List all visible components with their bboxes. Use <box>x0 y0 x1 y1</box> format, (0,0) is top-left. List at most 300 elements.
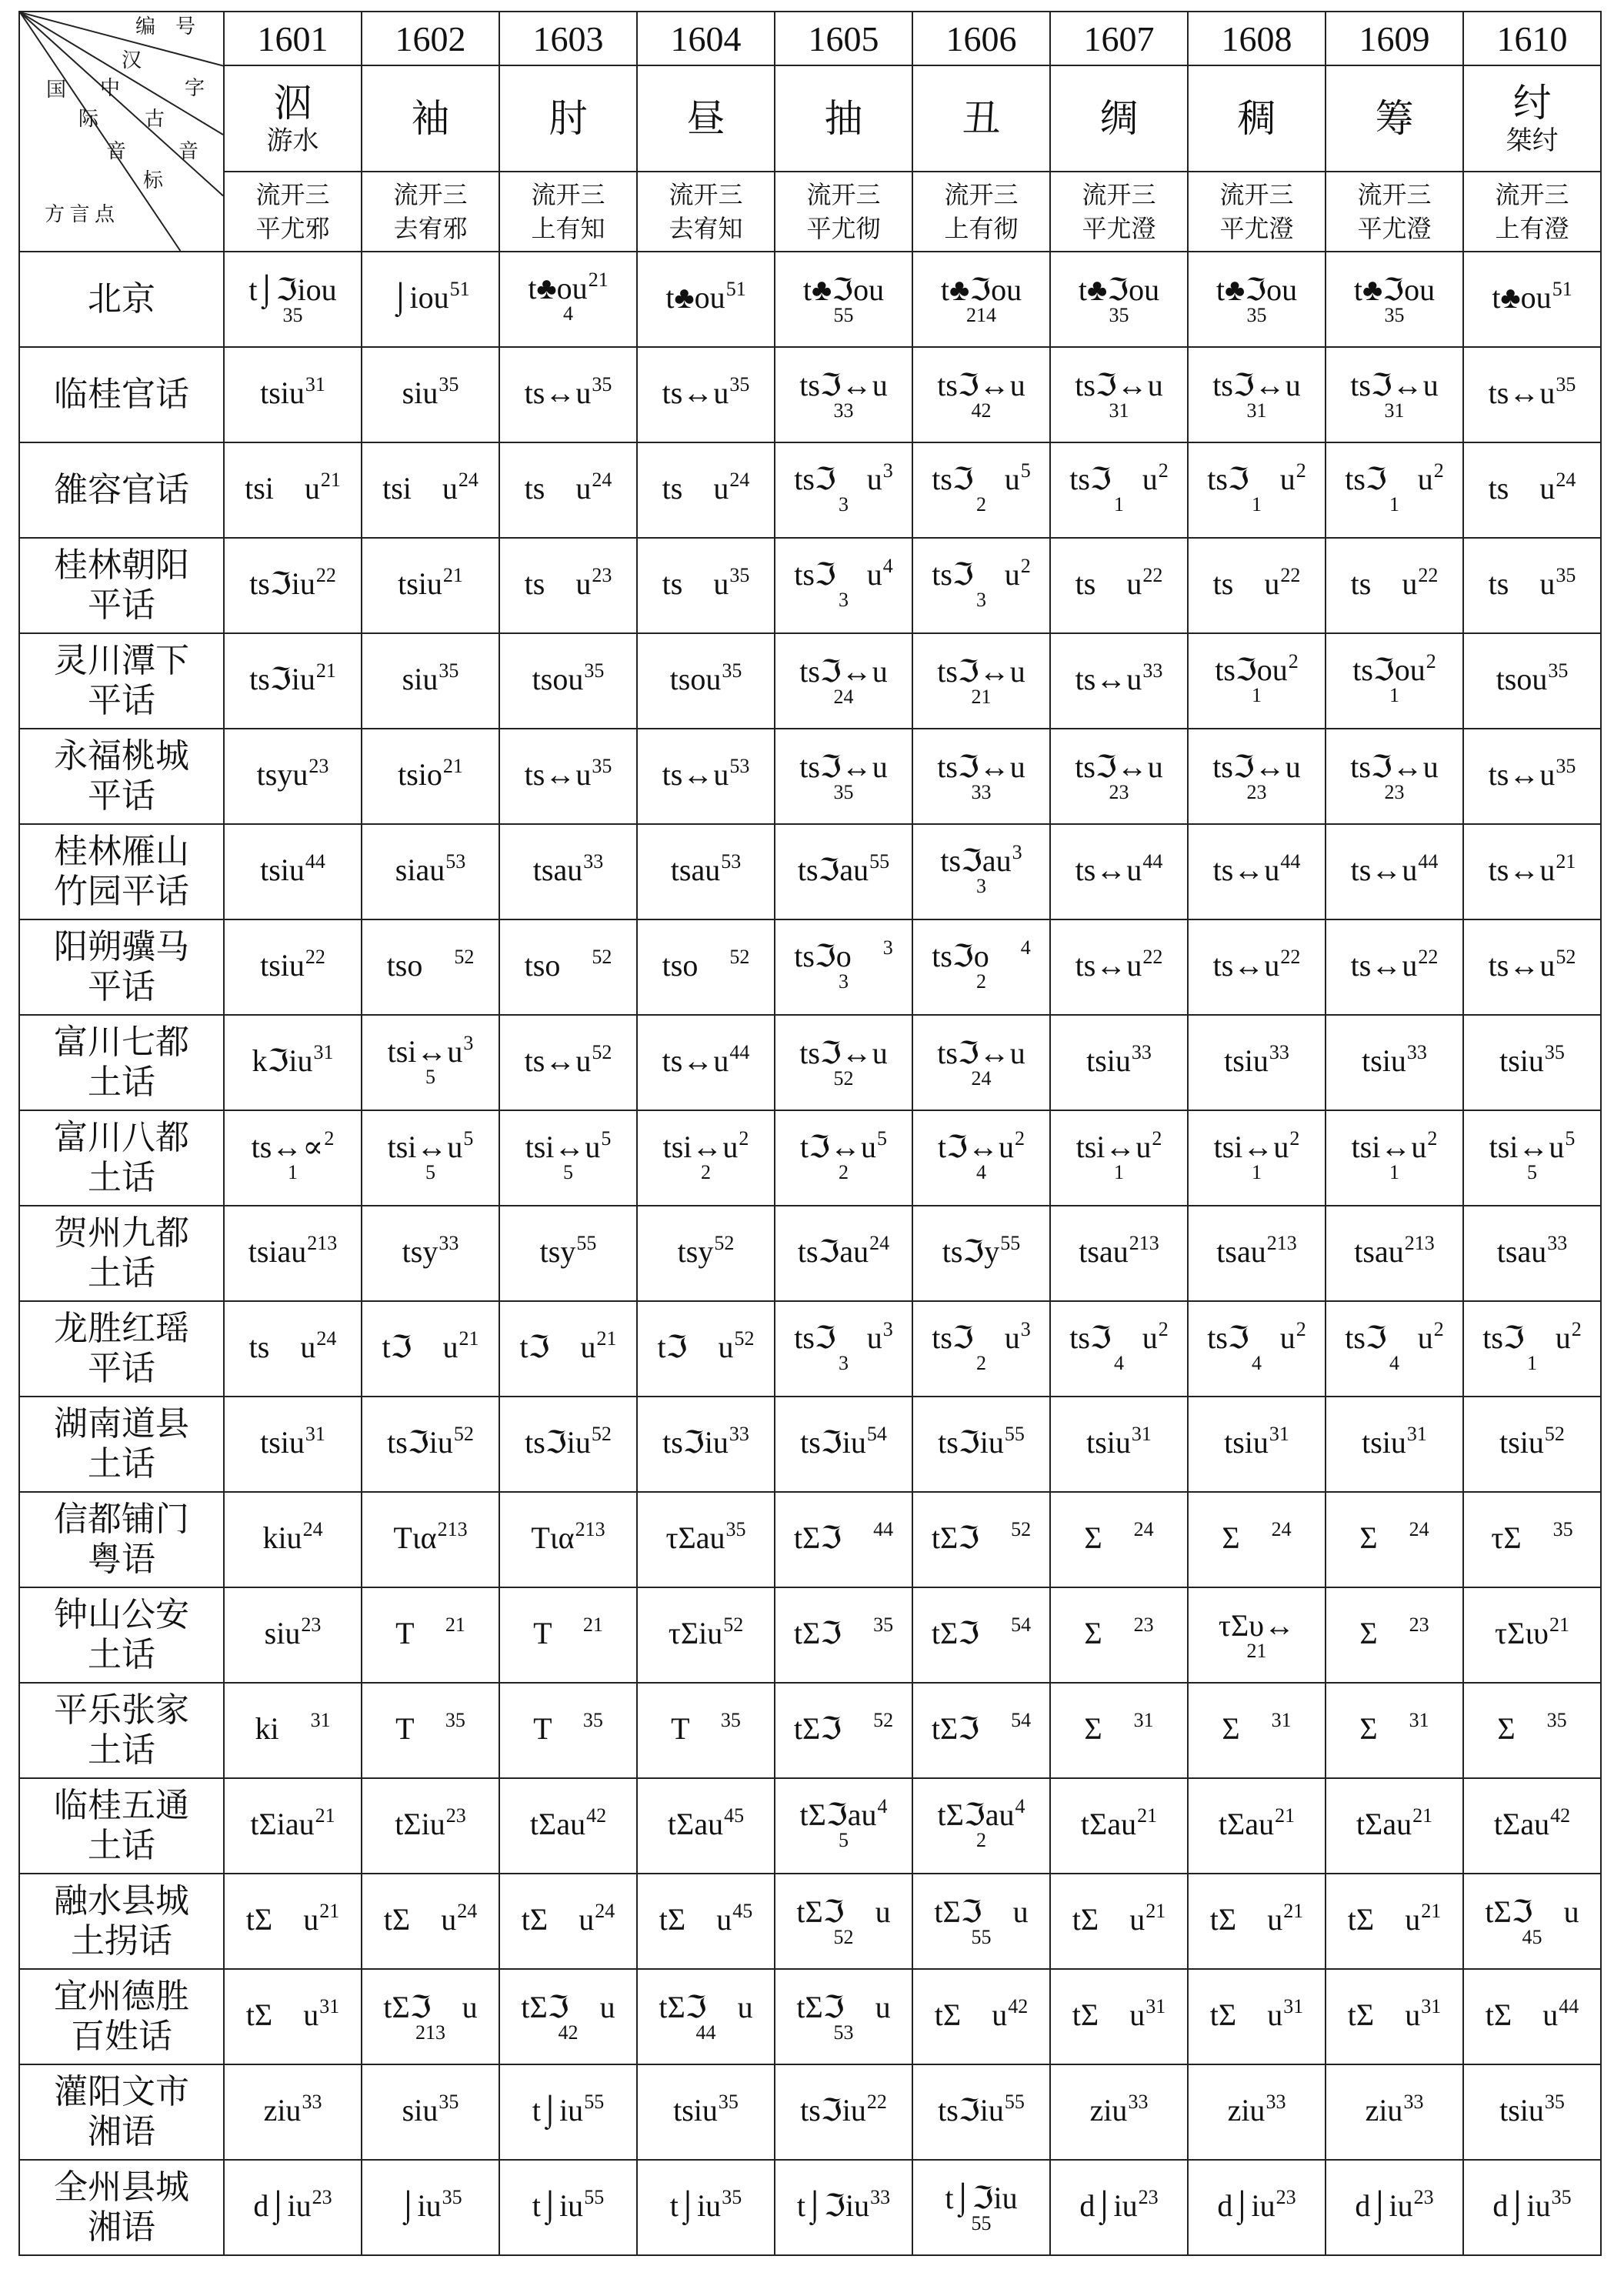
pronunciation-cell <box>1188 442 1326 538</box>
pronunciation-segment: ts↔u <box>1488 947 1556 983</box>
tone-superscript: 2 <box>739 1126 749 1150</box>
pronunciation <box>528 268 609 328</box>
pronunciation <box>1354 1231 1435 1273</box>
tone-subscript: 5 <box>838 1828 849 1851</box>
dialect-site-name: 富川八都 <box>54 1119 189 1156</box>
pronunciation-segment: tsℑiu <box>938 2092 1004 2127</box>
tone-superscript: 33 <box>302 2090 322 2113</box>
pronunciation-cell <box>224 1683 362 1778</box>
dialect-site-name: 平话 <box>88 682 155 719</box>
pronunciation-cell <box>1463 2064 1601 2160</box>
pronunciation-cell <box>912 1683 1050 1778</box>
pronunciation-segment: tsℑ u <box>932 1320 1020 1355</box>
tone-superscript: 35 <box>1544 2090 1565 2113</box>
pronunciation <box>793 1517 894 1559</box>
pronunciation <box>931 1517 1032 1559</box>
pronunciation <box>662 1126 749 1186</box>
pronunciation-cell <box>775 1778 912 1874</box>
pronunciation <box>1213 1126 1300 1186</box>
dialect-site-name: 粤语 <box>88 1540 155 1578</box>
character: 稠 <box>1237 97 1276 140</box>
tone-superscript: 213 <box>1129 1231 1159 1254</box>
tone-superscript: 22 <box>1418 563 1439 586</box>
pronunciation-segment: Σ <box>1084 1710 1133 1746</box>
pronunciation <box>670 849 742 891</box>
pronunciation-cell <box>224 2160 362 2255</box>
pronunciation-cell <box>499 1015 637 1110</box>
tone-superscript: 24 <box>302 1517 323 1540</box>
pronunciation-segment: tΣℑ <box>931 1710 1011 1746</box>
pronunciation-segment: tsyu <box>256 756 308 792</box>
tone-superscript: 33 <box>1266 2090 1286 2113</box>
pronunciation-segment: tsiu <box>1086 1043 1131 1078</box>
pronunciation-segment: T <box>671 1710 720 1746</box>
table-row <box>19 252 1601 347</box>
pronunciation-segment: tsℑiu <box>249 661 315 696</box>
tone-superscript: 4 <box>1015 1794 1025 1817</box>
dialect-site-cell <box>19 1110 224 1206</box>
pronunciation <box>1493 1804 1571 1845</box>
pronunciation-segment: tso <box>524 947 592 983</box>
tone-superscript: 52 <box>1011 1517 1032 1540</box>
dialect-site-cell <box>19 1969 224 2064</box>
pronunciation-segment: ts u <box>1488 470 1556 506</box>
tone-superscript: 31 <box>319 1994 340 2017</box>
tone-superscript: 21 <box>315 1804 335 1827</box>
pronunciation-segment: Σ <box>1222 1520 1271 1555</box>
dialect-site-cell <box>19 1587 224 1683</box>
tone-subscript: 3 <box>838 969 849 993</box>
pronunciation-cell <box>499 2160 637 2255</box>
tone-superscript: 23 <box>312 2185 332 2208</box>
pronunciation-segment: Tια <box>531 1520 575 1555</box>
pronunciation-cell <box>499 2064 637 2160</box>
pronunciation-cell <box>912 2064 1050 2160</box>
pronunciation-segment: tsℑ↔u <box>799 749 888 784</box>
pronunciation-segment: tsiu <box>1224 1043 1269 1078</box>
pronunciation-cell <box>224 538 362 633</box>
tone-subscript: 2 <box>975 492 986 516</box>
tone-superscript: 5 <box>1565 1126 1576 1150</box>
pronunciation-cell <box>1463 1110 1601 1206</box>
pronunciation <box>799 369 888 421</box>
pronunciation <box>932 459 1031 519</box>
pronunciation-segment: siu <box>402 661 439 696</box>
pronunciation-cell <box>499 1587 637 1683</box>
pronunciation-segment: tΣ u <box>659 1901 732 1937</box>
pronunciation-segment: tΣℑ u <box>1485 1894 1579 1929</box>
pronunciation <box>402 659 459 700</box>
tone-subscript: 213 <box>415 2021 445 2044</box>
pronunciation-cell <box>1326 729 1463 824</box>
tone-superscript: 45 <box>724 1804 745 1827</box>
pronunciation <box>671 1708 741 1750</box>
pronunciation <box>532 849 604 891</box>
pronunciation-segment: tsau <box>532 852 583 887</box>
pronunciation <box>803 273 884 325</box>
pronunciation-segment: ts↔u <box>1350 852 1418 887</box>
character: 泅 <box>273 82 312 125</box>
pronunciation <box>387 1422 474 1463</box>
tone-superscript: 21 <box>442 754 463 777</box>
pronunciation-cell <box>1050 2160 1188 2255</box>
tone-superscript: 55 <box>1004 1422 1025 1445</box>
tone-superscript: 35 <box>718 2090 739 2113</box>
tone-subscript: 23 <box>1384 781 1405 803</box>
pronunciation-segment: tℑ u <box>657 1329 734 1364</box>
pronunciation <box>1491 1517 1573 1559</box>
tone-superscript: 35 <box>439 659 459 682</box>
pronunciation-segment: d⌡iu <box>1355 2188 1413 2223</box>
pronunciation-cell <box>499 1874 637 1969</box>
pronunciation-segment: tsℑ↔u <box>799 654 888 689</box>
pronunciation-segment: tsℑiu <box>800 1424 866 1460</box>
pronunciation <box>1075 1126 1162 1186</box>
tone-superscript: 52 <box>729 945 750 968</box>
pronunciation <box>1359 1613 1429 1654</box>
tone-superscript: 2 <box>1426 649 1436 672</box>
tone-superscript: 213 <box>1266 1231 1297 1254</box>
dialect-site-name: 贺州九都 <box>54 1214 189 1252</box>
pronunciation <box>1499 1040 1565 1082</box>
pronunciation-segment: tΣℑ u <box>934 1894 1029 1929</box>
tone-superscript: 33 <box>1269 1040 1289 1063</box>
pronunciation-cell <box>1463 919 1601 1015</box>
tone-superscript: 55 <box>1000 1231 1021 1254</box>
pronunciation <box>250 1804 335 1845</box>
pronunciation <box>1350 945 1439 986</box>
pronunciation <box>673 2090 739 2131</box>
dialect-site-cell <box>19 1778 224 1874</box>
pronunciation-cell <box>912 1206 1050 1301</box>
pronunciation <box>937 750 1025 803</box>
pronunciation-cell <box>1326 1874 1463 1969</box>
pronunciation-cell <box>1326 442 1463 538</box>
corner-label-fangyandian: 方 言 点 <box>45 203 115 225</box>
dialect-site-cell <box>19 1683 224 1778</box>
tone-superscript: 2 <box>1288 649 1299 672</box>
tone-superscript: 23 <box>1133 1613 1154 1636</box>
tone-superscript: 2 <box>1427 1126 1438 1150</box>
tone-superscript: 24 <box>729 468 750 491</box>
pronunciation-segment: tsi↔u <box>1489 1129 1565 1164</box>
pronunciation <box>1489 1126 1576 1186</box>
tone-subscript: 5 <box>562 1160 573 1183</box>
table-row <box>19 347 1601 442</box>
pronunciation <box>799 1126 887 1186</box>
pronunciation <box>1345 459 1444 519</box>
pronunciation <box>1488 849 1576 891</box>
tone-superscript: 24 <box>595 1899 615 1922</box>
dialect-site-name: 土话 <box>88 1827 155 1864</box>
dialect-site-name: 桂林朝阳 <box>54 546 189 584</box>
pronunciation-cell <box>1463 347 1601 442</box>
pronunciation-cell <box>1188 1683 1326 1778</box>
pronunciation-segment: ts↔u <box>1350 947 1418 983</box>
pronunciation-segment: tsi↔u <box>662 1129 739 1164</box>
entry-number: 1610 <box>1463 12 1601 65</box>
tone-subscript: 52 <box>833 1926 854 1948</box>
tone-superscript: 52 <box>592 945 612 968</box>
tone-superscript: 23 <box>1276 2185 1296 2208</box>
pronunciation-cell <box>224 1206 362 1301</box>
tone-superscript: 54 <box>1011 1613 1032 1636</box>
corner-label-ji: 际 <box>78 108 99 130</box>
corner-header-cell <box>19 12 224 252</box>
tone-superscript: 35 <box>445 1708 465 1731</box>
header-row-middle-chinese <box>19 172 1601 252</box>
tone-subscript: 35 <box>1384 304 1405 326</box>
dialect-site-name: 湖南道县 <box>54 1405 189 1443</box>
pronunciation-cell <box>1326 1492 1463 1587</box>
pronunciation <box>796 2185 891 2227</box>
pronunciation-cell <box>1463 1969 1601 2064</box>
pronunciation-segment: tΣ u <box>1072 1901 1145 1937</box>
pronunciation <box>383 1991 477 2043</box>
pronunciation-cell <box>1463 2160 1601 2255</box>
tone-subscript: 1 <box>288 1160 298 1183</box>
dialect-site-name: 百姓话 <box>71 2017 172 2055</box>
pronunciation-cell <box>775 442 912 538</box>
tone-superscript: 35 <box>729 372 750 395</box>
pronunciation-segment: tsℑiu <box>249 566 315 601</box>
tone-superscript: 54 <box>866 1422 887 1445</box>
tone-subscript: 1 <box>1113 492 1124 516</box>
pronunciation-segment: ki <box>255 1710 310 1746</box>
tone-subscript: 4 <box>1113 1351 1124 1374</box>
tone-superscript: 35 <box>873 1613 894 1636</box>
pronunciation-segment: tsou <box>1496 661 1548 696</box>
pronunciation-segment: d⌡iu <box>1492 2188 1551 2223</box>
pronunciation <box>1079 273 1159 325</box>
tone-superscript: 213 <box>575 1517 605 1540</box>
pronunciation-cell <box>637 1874 775 1969</box>
middle-chinese-line: 平尤澄 <box>1082 215 1156 242</box>
character: 筹 <box>1375 97 1414 140</box>
pronunciation <box>531 1517 605 1559</box>
tone-superscript: 31 <box>1131 1422 1152 1445</box>
pronunciation-cell <box>637 1301 775 1397</box>
middle-chinese-cell <box>224 172 362 252</box>
pronunciation-segment: tsℑau <box>797 1233 869 1269</box>
dialect-site-cell <box>19 2160 224 2255</box>
pronunciation-segment: tsiu <box>398 566 442 601</box>
character-cell <box>224 65 362 172</box>
pronunciation <box>796 1895 890 1947</box>
pronunciation-segment: tsiu <box>260 375 305 410</box>
tone-superscript: 52 <box>873 1708 894 1731</box>
pronunciation-segment: tΣℑ <box>793 1710 873 1746</box>
character: 昼 <box>686 97 725 140</box>
dialect-site-cell <box>19 1015 224 1110</box>
tone-superscript: 35 <box>720 1708 741 1731</box>
pronunciation <box>398 2185 462 2227</box>
tone-superscript: 4 <box>877 1794 888 1817</box>
pronunciation-cell <box>1050 347 1188 442</box>
pronunciation-cell <box>1463 538 1601 633</box>
pronunciation <box>938 2090 1025 2131</box>
pronunciation-segment: t⌡iu <box>532 2092 584 2127</box>
pronunciation-segment: ts u <box>524 470 592 506</box>
pronunciation-segment: ziu <box>1365 2092 1403 2127</box>
pronunciation <box>1075 750 1163 803</box>
pronunciation-segment: ts u <box>1212 566 1280 601</box>
pronunciation-cell <box>224 824 362 919</box>
tone-superscript: 3 <box>1020 1317 1031 1340</box>
pronunciation-segment: ⌡iou <box>391 279 449 315</box>
pronunciation-segment: tsℑ↔u <box>937 749 1025 784</box>
pronunciation-segment: tℑ u <box>382 1329 459 1364</box>
pronunciation <box>1488 563 1576 605</box>
tone-superscript: 55 <box>584 2090 605 2113</box>
pronunciation <box>1216 1231 1297 1273</box>
pronunciation <box>659 1899 753 1941</box>
table-row <box>19 1778 1601 1874</box>
table-row <box>19 1397 1601 1492</box>
table-row <box>19 2064 1601 2160</box>
pronunciation <box>255 1708 331 1750</box>
pronunciation-cell <box>1188 1206 1326 1301</box>
pronunciation-cell <box>499 919 637 1015</box>
pronunciation-segment: tsℑ↔u <box>1075 368 1163 402</box>
pronunciation-segment: d⌡iu <box>1079 2188 1138 2223</box>
pronunciation <box>932 554 1031 614</box>
tone-superscript: 31 <box>1145 1994 1166 2017</box>
pronunciation-cell <box>1188 1778 1326 1874</box>
pronunciation <box>667 1804 745 1845</box>
pronunciation-cell <box>1326 1397 1463 1492</box>
middle-chinese-cell <box>637 172 775 252</box>
tone-superscript: 33 <box>1128 2090 1149 2113</box>
pronunciation-cell <box>912 1397 1050 1492</box>
pronunciation-segment: t♣ℑou <box>1216 272 1298 307</box>
pronunciation <box>945 2181 1017 2234</box>
pronunciation <box>1084 1708 1154 1750</box>
pronunciation <box>260 849 325 891</box>
pronunciation <box>245 1899 340 1941</box>
middle-chinese-line: 流开三 <box>806 181 881 209</box>
dialect-site-name: 临桂五通 <box>54 1787 189 1824</box>
tone-superscript: 3 <box>882 459 893 482</box>
tone-subscript: 31 <box>1384 399 1405 422</box>
table-row <box>19 1492 1601 1587</box>
pronunciation-cell <box>224 919 362 1015</box>
pronunciation-cell <box>1050 1587 1188 1683</box>
pronunciation <box>249 563 336 605</box>
pronunciation <box>799 750 888 803</box>
tone-superscript: 33 <box>1547 1231 1568 1254</box>
pronunciation-segment: ts↔u <box>524 375 592 410</box>
tone-subscript: 23 <box>1246 781 1267 803</box>
tone-superscript: 33 <box>1142 659 1163 682</box>
pronunciation-cell <box>1050 1110 1188 1206</box>
corner-label-han: 汉 <box>122 49 142 72</box>
pronunciation <box>1345 1317 1444 1377</box>
pronunciation-segment: tsℑ u <box>1207 461 1296 496</box>
pronunciation-cell <box>1188 633 1326 729</box>
pronunciation-segment: tsℑ u <box>932 461 1020 496</box>
tone-superscript: 24 <box>592 468 612 491</box>
dialect-site-name: 桂林雁山 <box>54 833 189 870</box>
tone-superscript: 22 <box>1418 945 1439 968</box>
pronunciation <box>1488 754 1576 796</box>
tone-superscript: 52 <box>723 1613 744 1636</box>
tone-superscript: 33 <box>1131 1040 1152 1063</box>
pronunciation-segment: tsiu <box>1224 1424 1269 1460</box>
tone-superscript: 21 <box>442 563 463 586</box>
dialect-site-name: 宜州德胜 <box>54 1977 189 2015</box>
pronunciation-segment: tsℑ u <box>794 461 882 496</box>
tone-superscript: 2 <box>1152 1126 1162 1150</box>
corner-label-zi: 字 <box>185 77 205 99</box>
pronunciation-segment: tsℑ u <box>1207 1320 1296 1355</box>
tone-subscript: 52 <box>833 1067 854 1090</box>
pronunciation <box>1075 945 1163 986</box>
pronunciation <box>662 372 750 414</box>
pronunciation-cell <box>1463 1587 1601 1683</box>
tone-subscript: 2 <box>700 1160 711 1183</box>
tone-subscript: 214 <box>965 304 996 326</box>
pronunciation-segment: tsy <box>539 1233 576 1269</box>
tone-superscript: 54 <box>1011 1708 1032 1731</box>
tone-superscript: 35 <box>1548 659 1569 682</box>
tone-superscript: 55 <box>1004 2090 1025 2113</box>
pronunciation-segment: τΣiu <box>668 1615 723 1650</box>
pronunciation-cell <box>499 1778 637 1874</box>
pronunciation-cell <box>912 442 1050 538</box>
tone-subscript: 1 <box>1389 683 1399 706</box>
dialect-site-cell <box>19 442 224 538</box>
dialect-site-name: 土话 <box>88 1731 155 1769</box>
pronunciation-cell <box>775 919 912 1015</box>
character-cell <box>362 65 499 172</box>
pronunciation <box>800 2090 887 2131</box>
tone-superscript: 21 <box>582 1613 603 1636</box>
pronunciation-segment: tsi↔u <box>1351 1129 1427 1164</box>
tone-superscript: 35 <box>1546 1708 1567 1731</box>
pronunciation-cell <box>912 919 1050 1015</box>
pronunciation-segment: T <box>395 1710 445 1746</box>
pronunciation-cell <box>1463 1492 1601 1587</box>
tone-superscript: 35 <box>439 2090 459 2113</box>
tone-subscript: 3 <box>975 874 986 897</box>
pronunciation <box>1350 750 1439 803</box>
tone-superscript: 24 <box>457 1899 478 1922</box>
pronunciation-cell <box>775 2160 912 2255</box>
tone-subscript: 24 <box>971 1067 992 1090</box>
pronunciation-cell <box>1050 729 1188 824</box>
pronunciation-cell <box>775 538 912 633</box>
pronunciation-cell <box>362 252 499 347</box>
pronunciation <box>256 754 329 796</box>
tone-superscript: 21 <box>596 1327 617 1350</box>
pronunciation-segment: ts↔u <box>1212 852 1280 887</box>
pronunciation-cell <box>362 1874 499 1969</box>
pronunciation-segment: tsio <box>398 756 442 792</box>
tone-superscript: 22 <box>305 945 325 968</box>
pronunciation-cell <box>1463 1874 1601 1969</box>
pronunciation-segment: ts↔u <box>1075 661 1142 696</box>
pronunciation-cell <box>912 1587 1050 1683</box>
pronunciation-cell <box>362 633 499 729</box>
pronunciation-cell <box>1188 824 1326 919</box>
dialect-site-name: 平话 <box>88 968 155 1006</box>
tone-superscript: 31 <box>1409 1708 1429 1731</box>
tone-subscript: 53 <box>833 2021 854 2044</box>
pronunciation-segment: tΣℑ <box>793 1615 873 1650</box>
pronunciation <box>1216 273 1297 325</box>
dialect-site-name: 湘语 <box>88 2113 155 2151</box>
